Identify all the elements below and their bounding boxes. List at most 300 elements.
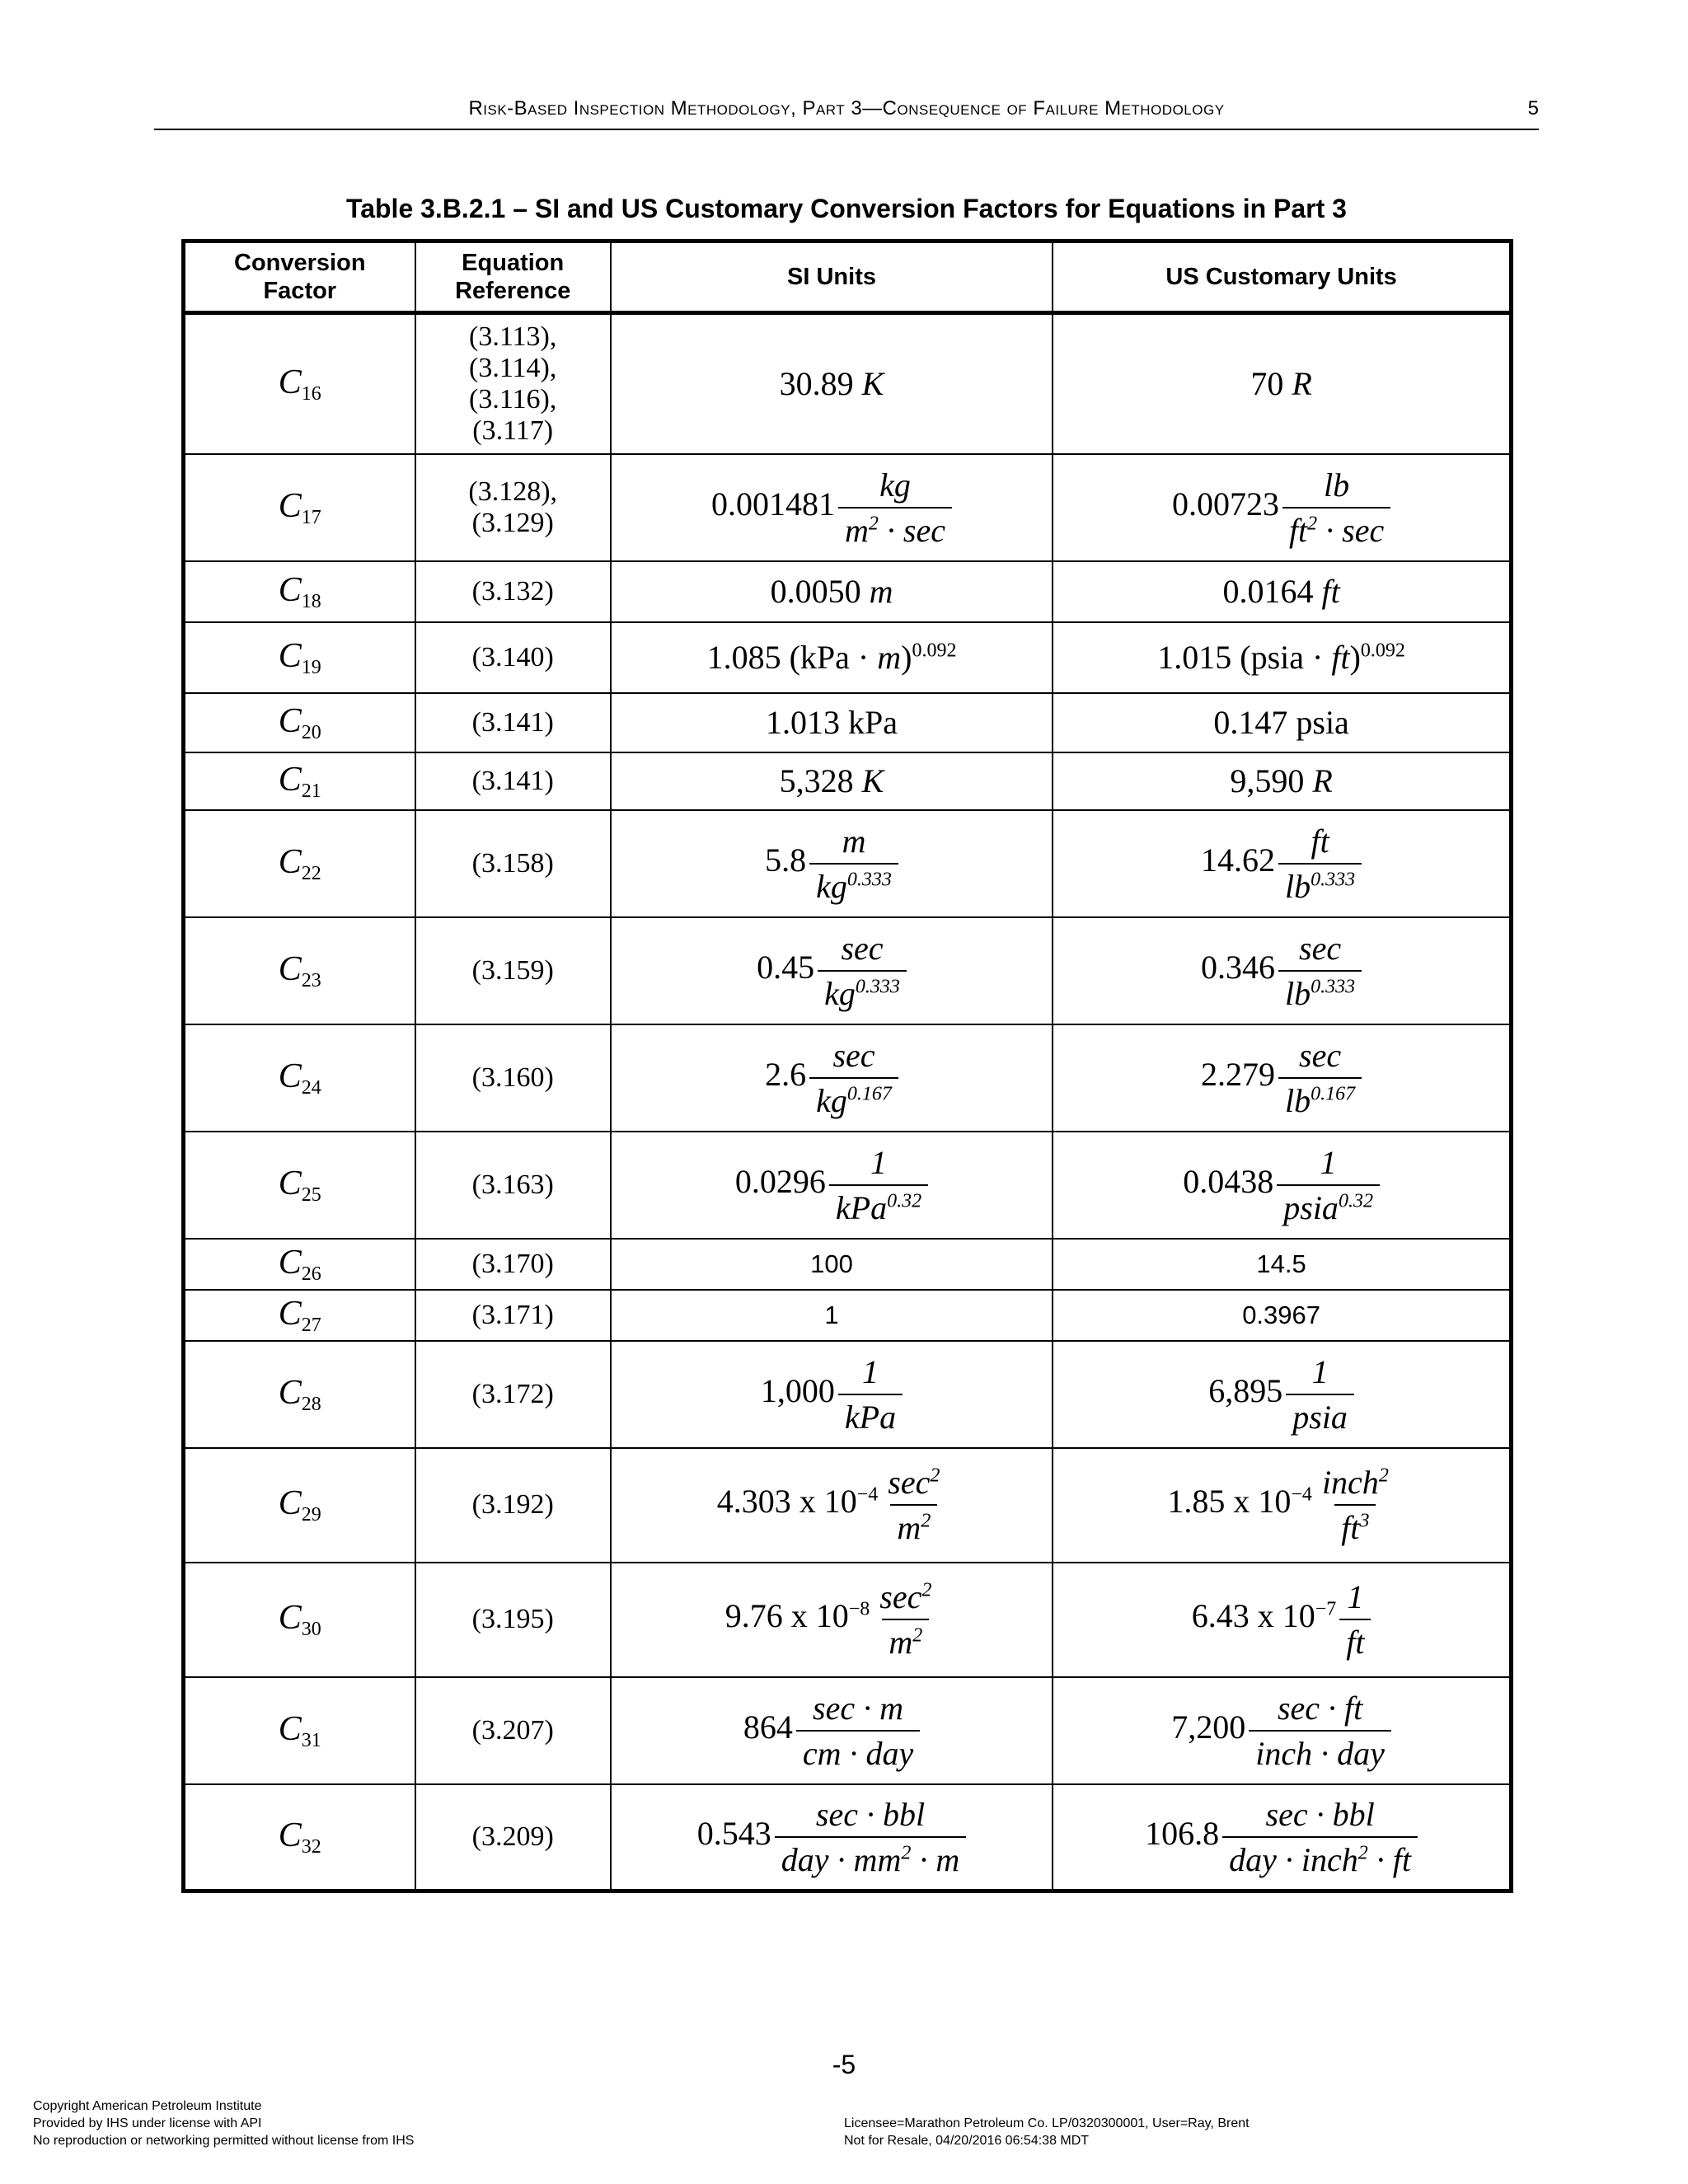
- equation-reference: (3.116),: [469, 383, 557, 415]
- factor-symbol: C: [278, 1373, 302, 1412]
- col-header-text: Equation: [462, 250, 565, 276]
- conversion-factor-cell: [184, 1132, 415, 1239]
- fraction-denominator: [1277, 1184, 1380, 1227]
- conversion-factor: [278, 1294, 321, 1336]
- value-expression: [707, 639, 957, 676]
- conversion-factor-cell: [184, 1290, 415, 1341]
- license-line: Licensee=Marathon Petroleum Co. LP/0320300001, User=Ray, Brent: [844, 2116, 1250, 2130]
- equation-reference: (3.192): [471, 1489, 554, 1520]
- table-row: [184, 693, 1512, 752]
- fraction-denominator: [838, 507, 952, 550]
- table-row: [184, 313, 1512, 454]
- factor-symbol: C: [278, 486, 302, 525]
- equation-reference: (3.113),: [469, 321, 557, 352]
- license-line: Not for Resale, 04/20/2016 06:54:38 MDT: [844, 2134, 1090, 2148]
- equation-reference: (3.207): [471, 1714, 554, 1746]
- value-fraction: [1278, 1036, 1362, 1120]
- conversion-factor-cell: [184, 1563, 415, 1677]
- us-units-cell: [1053, 561, 1511, 622]
- value-fraction: [1282, 466, 1390, 550]
- value-unit: R: [1292, 365, 1312, 403]
- denominator-exponent: 2: [912, 1624, 923, 1647]
- conversion-factor-cell: [184, 917, 415, 1024]
- table-header-row: [184, 241, 1512, 313]
- col-header-equation-reference: [415, 241, 611, 313]
- table-title: Table 3.B.2.1 – SI and US Customary Conversion Factors for Equations in Part 3: [346, 194, 1347, 223]
- value-coefficient: 0.0164: [1222, 573, 1314, 610]
- equation-reference-cell: [415, 1132, 611, 1239]
- si-units-cell: [611, 810, 1053, 917]
- table-row: [184, 1563, 1512, 1677]
- value-coefficient: 30.89: [779, 365, 854, 403]
- factor-subscript: 17: [301, 506, 321, 528]
- value-fraction: [1249, 1689, 1391, 1773]
- value-expression: [760, 1352, 903, 1436]
- factor-subscript: 29: [301, 1504, 321, 1526]
- fraction-denominator: [1249, 1730, 1391, 1773]
- value-expression: [1201, 822, 1362, 905]
- fraction-numerator: [1271, 1689, 1369, 1730]
- fraction-denominator: [1222, 1836, 1418, 1879]
- numerator-text: sec: [841, 929, 884, 967]
- value-coefficient: 6,895: [1208, 1371, 1283, 1409]
- numerator-text: sec · m: [813, 1689, 903, 1727]
- denominator-text: kg: [816, 867, 847, 905]
- numerator-text: sec: [1299, 929, 1342, 967]
- denominator-text: ft: [1346, 1624, 1365, 1661]
- running-header-title: Risk-Based Inspection Methodology, Part 3—Consequence of Failure Methodology: [468, 97, 1225, 120]
- us-units-cell: [1053, 1024, 1511, 1132]
- value-expression: [1183, 1143, 1380, 1226]
- denominator-text: ft: [1341, 1509, 1360, 1546]
- value-exponent: −4: [1291, 1483, 1312, 1506]
- col-header-text: Reference: [455, 278, 571, 304]
- us-units-cell: [1053, 622, 1511, 693]
- fraction-numerator: [873, 1577, 938, 1619]
- equation-reference: (3.114),: [469, 352, 557, 383]
- si-units-cell: [611, 917, 1053, 1024]
- denominator-text: kPa: [835, 1188, 888, 1226]
- value-coefficient: 9,590: [1230, 762, 1305, 799]
- factor-symbol: C: [278, 1484, 302, 1522]
- conversion-factor-cell: [184, 1448, 415, 1563]
- value-fraction: [1278, 822, 1362, 906]
- us-units-cell: [1053, 1239, 1511, 1290]
- table-row: [184, 810, 1512, 917]
- fraction-denominator: [1278, 863, 1362, 906]
- us-units-cell: [1053, 1677, 1511, 1784]
- value-exponent: −4: [856, 1483, 879, 1506]
- table-row: [184, 1341, 1512, 1448]
- denominator-text: lb: [1285, 867, 1311, 905]
- si-units-cell: [611, 1448, 1053, 1563]
- value-coefficient: 0.543: [696, 1814, 771, 1852]
- equation-reference-cell: [415, 622, 611, 693]
- numerator-text: sec: [832, 1036, 875, 1074]
- value-unit: m: [877, 639, 902, 676]
- value-coefficient: 0.001481: [711, 485, 836, 523]
- col-header-conversion-factor: [184, 241, 415, 313]
- numerator-text: sec · bbl: [1265, 1795, 1375, 1833]
- conversion-factor: [278, 1709, 321, 1751]
- factor-symbol: C: [278, 701, 302, 740]
- fraction-numerator: [1314, 1143, 1343, 1184]
- denominator-text: m: [889, 1624, 913, 1661]
- value-coefficient: 1.85 x 10: [1167, 1483, 1292, 1521]
- table-body: [184, 313, 1512, 1891]
- si-units-cell: [611, 752, 1053, 810]
- equation-reference-cell: [415, 693, 611, 752]
- value-coefficient: 864: [743, 1708, 793, 1746]
- si-units-cell: [611, 1290, 1053, 1341]
- factor-symbol: C: [278, 1294, 302, 1333]
- value-expression: [716, 1464, 947, 1546]
- value-coefficient: 0.0296: [734, 1162, 826, 1200]
- equation-reference-cell: [415, 752, 611, 810]
- value-text: 0.147 psia: [1213, 704, 1349, 741]
- value-exponent: −7: [1315, 1598, 1337, 1620]
- equation-reference-cell: [415, 917, 611, 1024]
- factor-symbol: C: [278, 1816, 302, 1854]
- equation-reference: (3.163): [471, 1169, 554, 1200]
- value-expression: [734, 1143, 928, 1226]
- denominator-text: kg: [824, 974, 856, 1012]
- denominator-text: day · mm: [781, 1840, 902, 1878]
- factor-symbol: C: [278, 636, 302, 675]
- fraction-denominator: [1278, 970, 1362, 1013]
- denominator-text: kPa: [844, 1398, 897, 1436]
- table-row: [184, 561, 1512, 622]
- fraction-numerator: [1317, 466, 1356, 507]
- numerator-text: 1: [1311, 1352, 1329, 1390]
- numerator-text: inch: [1321, 1464, 1379, 1501]
- value-expression: [1191, 1578, 1372, 1661]
- equation-reference-cell: [415, 1341, 611, 1448]
- conversion-factor: [278, 842, 321, 884]
- us-units-cell: [1053, 1563, 1511, 1677]
- equation-reference: (3.141): [471, 706, 554, 738]
- factor-subscript: 21: [301, 780, 321, 802]
- us-units-cell: [1053, 693, 1511, 752]
- fraction-numerator: [1306, 1352, 1335, 1394]
- numerator-text: sec: [879, 1578, 922, 1615]
- numerator-text: sec · bbl: [815, 1795, 926, 1833]
- fraction-denominator: [890, 1504, 937, 1547]
- si-units-cell: [611, 1784, 1053, 1891]
- table-row: [184, 1132, 1512, 1239]
- fraction-denominator: [829, 1184, 928, 1227]
- denominator-exponent: 0.333: [1311, 869, 1356, 891]
- denominator-text: · m: [911, 1840, 960, 1878]
- copyright-line: No reproduction or networking permitted without license from IHS: [33, 2134, 415, 2148]
- conversion-factor: [278, 1599, 321, 1640]
- footer-license: [844, 2115, 1250, 2149]
- fraction-denominator: [796, 1730, 920, 1773]
- value-plain: 14.5: [1256, 1249, 1306, 1278]
- footer-page-label: -5: [832, 2050, 856, 2079]
- us-units-cell: [1053, 1341, 1511, 1448]
- denominator-text: · sec: [878, 511, 945, 549]
- equation-reference: (3.132): [471, 575, 554, 607]
- value-expression: [1171, 466, 1390, 549]
- equation-reference-cell: [415, 1239, 611, 1290]
- value-expression: [1201, 929, 1362, 1012]
- table-row: [184, 917, 1512, 1024]
- value-unit: m: [869, 573, 893, 610]
- numerator-text: kg: [879, 466, 911, 504]
- factor-symbol: C: [278, 1164, 302, 1202]
- equation-reference-cell: [415, 1563, 611, 1677]
- fraction-denominator: [818, 970, 907, 1013]
- equation-reference: (3.129): [471, 507, 554, 538]
- denominator-exponent: 2: [921, 1510, 931, 1532]
- value-expression: [1171, 1689, 1391, 1772]
- numerator-text: 1: [862, 1352, 879, 1390]
- factor-subscript: 30: [301, 1619, 321, 1640]
- value-coefficient: 2.6: [765, 1055, 807, 1093]
- equation-reference: (3.158): [471, 847, 554, 879]
- equation-reference-cell: [415, 454, 611, 561]
- us-units-cell: [1053, 1784, 1511, 1891]
- value-coefficient: 0.0438: [1183, 1162, 1274, 1200]
- table-row: [184, 1239, 1512, 1290]
- denominator-exponent: 2: [1307, 513, 1318, 535]
- denominator-text: kg: [816, 1081, 847, 1119]
- copyright-line: Provided by IHS under license with API: [33, 2116, 262, 2130]
- equation-reference: (3.170): [471, 1248, 554, 1279]
- fraction-numerator: [1292, 929, 1348, 970]
- table-row: [184, 1024, 1512, 1132]
- conversion-factor: [278, 760, 321, 802]
- factor-symbol: C: [278, 842, 302, 881]
- value-unit: ft: [1331, 639, 1350, 676]
- value-expression: [724, 1578, 939, 1661]
- denominator-exponent: 3: [1359, 1510, 1370, 1532]
- denominator-exponent: 0.167: [1311, 1083, 1356, 1105]
- fraction-numerator: [1315, 1463, 1395, 1504]
- fraction-numerator: [1340, 1577, 1370, 1619]
- denominator-exponent: 2: [901, 1842, 912, 1864]
- denominator-text: psia: [1292, 1398, 1348, 1436]
- us-units-cell: [1053, 1448, 1511, 1563]
- value-unit: R: [1312, 762, 1333, 799]
- factor-symbol: C: [278, 1057, 302, 1095]
- value-plain: 100: [810, 1249, 853, 1278]
- factor-subscript: 18: [301, 590, 321, 612]
- col-header-si-units: SI Units: [611, 241, 1053, 313]
- si-units-cell: [611, 1239, 1053, 1290]
- si-units-cell: [611, 454, 1053, 561]
- value-expression: [743, 1689, 920, 1772]
- equation-reference: (3.117): [472, 415, 554, 446]
- factor-subscript: 16: [301, 382, 321, 405]
- fraction-denominator: [1334, 1504, 1376, 1547]
- conversion-factor-cell: [184, 454, 415, 561]
- value-fraction: [818, 929, 907, 1013]
- conversion-factor-cell: [184, 561, 415, 622]
- us-units-cell: [1053, 1290, 1511, 1341]
- si-units-cell: [611, 1677, 1053, 1784]
- conversion-factor: [278, 1164, 321, 1206]
- col-header-text: Conversion: [234, 250, 366, 276]
- conversion-factor: [278, 701, 321, 743]
- conversion-factor-cell: [184, 752, 415, 810]
- factor-subscript: 24: [301, 1076, 321, 1099]
- value-expression: [1230, 762, 1332, 799]
- fraction-numerator: [809, 1795, 931, 1836]
- fraction-numerator: [806, 1689, 910, 1730]
- equation-reference-cell: [415, 810, 611, 917]
- value-paren: ): [901, 639, 912, 676]
- conversion-factor-cell: [184, 1024, 415, 1132]
- factor-subscript: 25: [301, 1183, 321, 1206]
- value-plain: 1: [824, 1300, 839, 1329]
- table-row: [184, 752, 1512, 810]
- numerator-text: sec · ft: [1277, 1689, 1363, 1727]
- factor-subscript: 28: [301, 1393, 321, 1415]
- factor-subscript: 23: [301, 969, 321, 991]
- numerator-text: ft: [1311, 822, 1329, 860]
- factor-subscript: 26: [301, 1263, 321, 1285]
- denominator-text: cm · day: [802, 1734, 914, 1772]
- si-units-cell: [611, 561, 1053, 622]
- fraction-denominator: [1339, 1619, 1371, 1661]
- factor-symbol: C: [278, 760, 302, 799]
- conversion-factor-cell: [184, 622, 415, 693]
- value-coefficient: 2.279: [1201, 1055, 1276, 1093]
- value-coefficient: 5,328: [779, 762, 854, 799]
- equation-reference: (3.172): [471, 1378, 554, 1409]
- us-units-cell: [1053, 1132, 1511, 1239]
- equation-reference: (3.140): [471, 641, 554, 673]
- value-expression: [765, 822, 898, 905]
- conversion-factor: [278, 636, 321, 678]
- conversion-factor-cell: [184, 1677, 415, 1784]
- value-unit: K: [861, 762, 884, 799]
- us-units-cell: [1053, 917, 1511, 1024]
- col-header-text: Factor: [263, 278, 337, 304]
- value-coefficient: 106.8: [1145, 1814, 1220, 1852]
- fraction-numerator: [881, 1463, 946, 1504]
- us-units-cell: [1053, 313, 1511, 454]
- fraction-numerator: [873, 466, 917, 507]
- numerator-exponent: 2: [1378, 1465, 1389, 1487]
- denominator-text: lb: [1285, 1081, 1311, 1119]
- denominator-text: m: [897, 1509, 921, 1546]
- table-row: [184, 454, 1512, 561]
- equation-reference: (3.141): [471, 765, 554, 796]
- factor-subscript: 32: [301, 1835, 321, 1858]
- table-row: [184, 1784, 1512, 1891]
- conversion-factor-cell: [184, 313, 415, 454]
- conversion-factor: [278, 1484, 321, 1526]
- value-expression: [1167, 1464, 1395, 1546]
- fraction-numerator: [1292, 1036, 1348, 1077]
- numerator-text: 1: [870, 1143, 888, 1181]
- factor-symbol: C: [278, 363, 302, 401]
- value-fraction: [1286, 1352, 1354, 1436]
- conversion-factor-cell: [184, 810, 415, 917]
- us-units-cell: [1053, 454, 1511, 561]
- equation-reference-cell: [415, 313, 611, 454]
- value-fraction: [1339, 1577, 1371, 1661]
- footer-copyright: [33, 2097, 414, 2149]
- numerator-text: sec: [1299, 1036, 1342, 1074]
- value-expression: [1208, 1352, 1354, 1436]
- value-fraction: [1315, 1463, 1395, 1547]
- table-row: [184, 1448, 1512, 1563]
- factor-symbol: C: [278, 570, 302, 609]
- value-expression: [1201, 1036, 1362, 1119]
- value-coefficient: 7,200: [1171, 1708, 1246, 1746]
- value-fraction: [1277, 1143, 1380, 1227]
- si-units-cell: [611, 1024, 1053, 1132]
- value-expression: [757, 929, 907, 1012]
- numerator-text: sec: [888, 1464, 931, 1501]
- table-row: [184, 1677, 1512, 1784]
- denominator-exponent: 0.333: [1311, 976, 1356, 998]
- numerator-exponent: 2: [930, 1465, 940, 1487]
- denominator-exponent: 0.32: [887, 1190, 922, 1212]
- conversion-factor-cell: [184, 1341, 415, 1448]
- factor-symbol: C: [278, 1709, 302, 1748]
- value-expression: [765, 1036, 898, 1119]
- numerator-exponent: 2: [921, 1579, 932, 1601]
- value-expression: [780, 762, 884, 799]
- equation-reference-cell: [415, 1024, 611, 1132]
- value-expression: [771, 573, 893, 610]
- factor-symbol: C: [278, 949, 302, 988]
- conversion-factors-table: [181, 239, 1513, 1893]
- factor-subscript: 27: [301, 1314, 321, 1336]
- numerator-text: 1: [1320, 1143, 1337, 1181]
- running-header: [154, 97, 1539, 130]
- conversion-factor: [278, 570, 321, 612]
- equation-reference-cell: [415, 1290, 611, 1341]
- conversion-factor: [278, 1373, 321, 1415]
- fraction-denominator: [1286, 1394, 1354, 1436]
- conversion-factor: [278, 486, 321, 528]
- value-fraction: [775, 1795, 966, 1879]
- value-coefficient: 1.015 (psia ·: [1157, 639, 1324, 676]
- equation-reference-cell: [415, 1784, 611, 1891]
- conversion-factor-cell: [184, 1784, 415, 1891]
- denominator-text: inch · day: [1255, 1734, 1385, 1772]
- conversion-factor: [278, 1243, 321, 1285]
- equation-reference: (3.171): [471, 1299, 554, 1330]
- value-coefficient: 14.62: [1201, 841, 1276, 879]
- conversion-factor: [278, 949, 321, 991]
- value-text: 1.013 kPa: [766, 704, 898, 741]
- conversion-factor: [278, 1816, 321, 1858]
- value-expression: [766, 704, 898, 741]
- equation-reference: (3.128),: [468, 476, 558, 507]
- us-units-cell: [1053, 752, 1511, 810]
- value-coefficient: 1,000: [760, 1371, 835, 1409]
- value-paren: ): [1349, 639, 1361, 676]
- si-units-cell: [611, 313, 1053, 454]
- value-coefficient: 4.303 x 10: [716, 1483, 857, 1521]
- value-fraction: [838, 1352, 903, 1436]
- denominator-exponent: 0.32: [1338, 1190, 1373, 1212]
- value-fraction: [873, 1577, 938, 1661]
- value-exponent: 0.092: [1360, 640, 1405, 662]
- fraction-numerator: [836, 822, 873, 863]
- fraction-numerator: [864, 1143, 893, 1184]
- denominator-text: day · inch: [1229, 1840, 1358, 1878]
- denominator-text: · sec: [1317, 511, 1385, 549]
- value-fraction: [796, 1689, 920, 1773]
